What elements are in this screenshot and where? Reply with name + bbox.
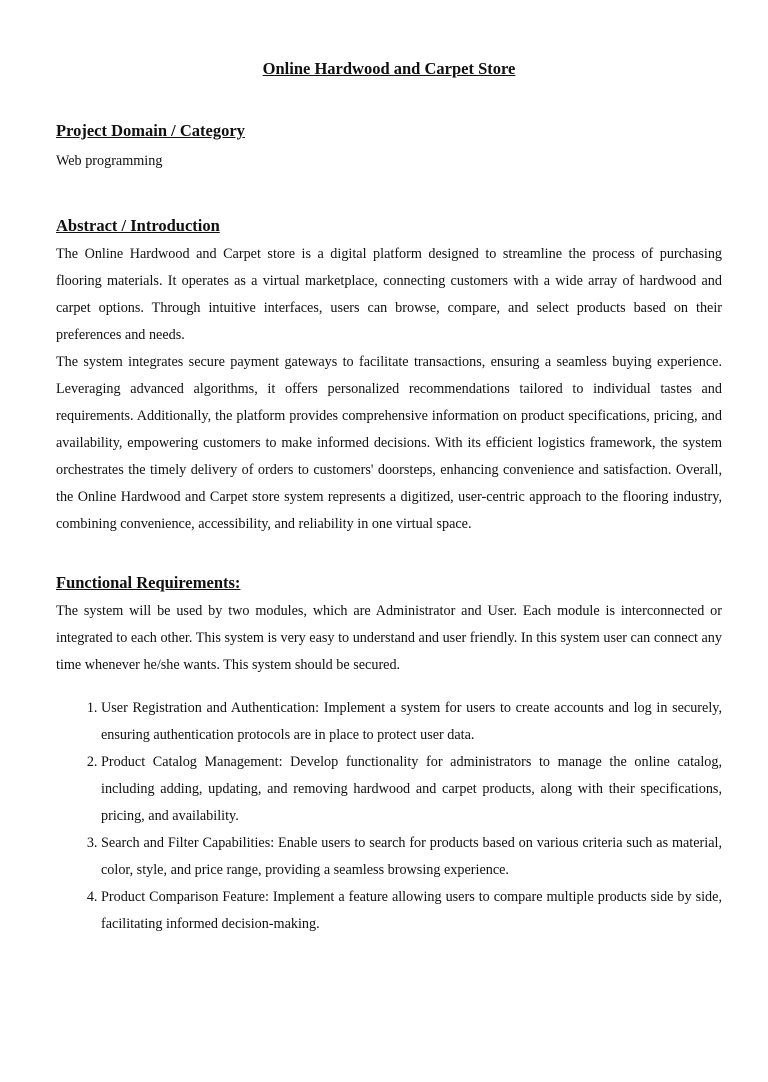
functional-intro: The system will be used by two modules, which are Administrator and User. Each module is interconnected or integrated to each other. This system is very easy to understand and user friendly. In this system user can connect any time whenever he/she wants. This system should be secured. — [56, 603, 722, 673]
list-item: 3. Search and Filter Capabilities: Enable users to search for products based on various criteria such as material, color, style, and price range, providing a seamless browsing experience. — [101, 830, 722, 884]
requirements-list — [56, 695, 722, 938]
section-heading-domain: Project Domain / Category — [56, 121, 245, 140]
list-item: 1. User Registration and Authentication: Implement a system for users to create accounts and log in securely, ensuring authentication protocols are in place to protect user data. — [101, 695, 722, 749]
list-item: 4. Product Comparison Feature: Implement a feature allowing users to compare multiple products side by side, facilitating informed decision-making. — [101, 884, 722, 938]
domain-text: Web programming — [56, 153, 163, 169]
document-title: Online Hardwood and Carpet Store — [262, 59, 516, 78]
abstract-paragraph: The system integrates secure payment gateways to facilitate transactions, ensuring a seamless buying experience. Leveraging advanced algorithms, it offers personalized recommendations tailored to individual tastes and requirements. Additionally, the platform provides comprehensive information on product specifications, pricing, and availability, empowering customers to make informed decisions. With its efficient logistics framework, the system orchestrates the timely delivery of orders to customers' doorsteps, enhancing convenience and satisfaction. Overall, the Online Hardwood and Carpet store system represents a digitized, user-centric approach to the flooring industry, combining convenience, accessibility, and reliability in one virtual space. — [56, 354, 722, 532]
section-heading-functional: Functional Requirements: — [56, 573, 241, 592]
list-item: 2. Product Catalog Management: Develop functionality for administrators to manage the online catalog, including adding, updating, and removing hardwood and carpet products, along with their specifications, pricing, and availability. — [101, 749, 722, 830]
abstract-paragraph: The Online Hardwood and Carpet store is a digital platform designed to streamline the process of purchasing flooring materials. It operates as a virtual marketplace, connecting customers with a wide array of hardwood and carpet options. Through intuitive interfaces, users can browse, compare, and select products based on their preferences and needs. — [56, 246, 722, 343]
document-page — [0, 58, 768, 1082]
section-heading-abstract: Abstract / Introduction — [56, 216, 220, 235]
